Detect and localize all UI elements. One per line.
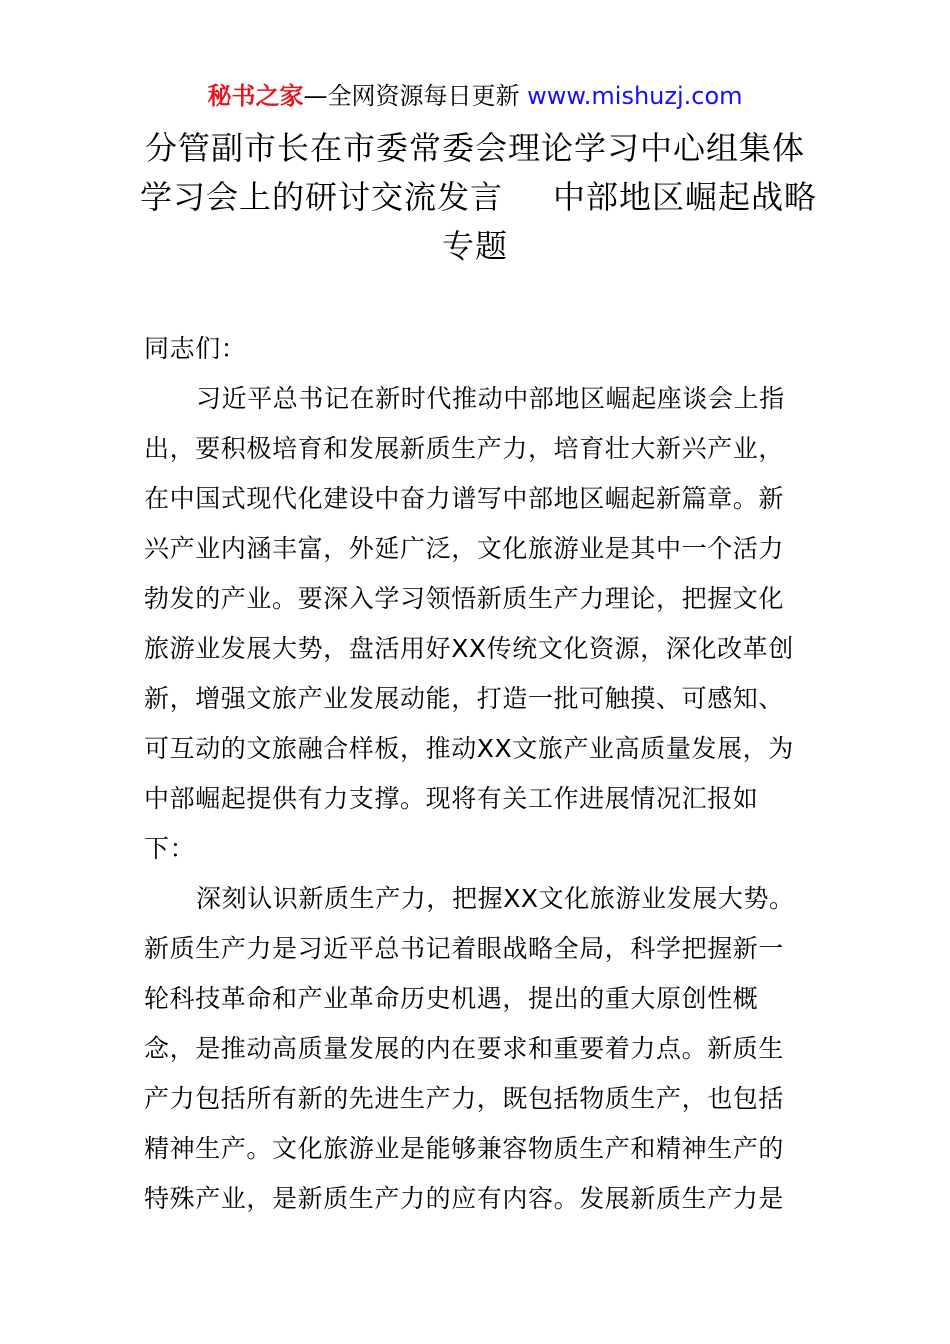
title-line-2-part-1: 学习会上的研讨交流发言 (140, 178, 504, 216)
paragraph-section-1: 深刻认识新质生产力，把握XX文化旅游业发展大势。新质生产力是习近平总书记着眼战略全局，科学把握新一轮科技革命和产业革命历史机遇，提出的重大原创性概念，是推动高质量发展的内在要求和重要着力点。新质生产力包括所有新的先进生产力，既包括物质生产，也包括精神生产。文化旅游业是能够兼容物质生产和精神生产的特殊产业，是新质生产力的应有内容。发展新质生产力是 (144, 884, 795, 1213)
title-line-2-part-2: 中部地区崛起战略 (553, 178, 818, 216)
paragraph-intro: 习近平总书记在新时代推动中部地区崛起座谈会上指出，要积极培育和发展新质生产力，培育壮大新兴产业，在中国式现代化建设中奋力谱写中部地区崛起新篇章。新兴产业内涵丰富，外延广泛，文化旅游业是其中一个活力勃发的产业。要深入学习领悟新质生产力理论，把握文化旅游业发展大势，盘活用好XX传统文化资源，深化改革创新，增强文旅产业发展动能，打造一批可触摸、可感知、可互动的文旅融合样板，推动XX文旅产业高质量发展，为中部崛起提供有力支撑。现将有关工作进展情况汇报如下： (144, 384, 794, 863)
site-url-link[interactable]: www.mishuzj.com (527, 82, 743, 110)
title-line-1: 分管副市长在市委常委会理论学习中心组集体 (144, 129, 805, 167)
title-line-2 (140, 173, 818, 222)
header-slogan: —全网资源每日更新 (303, 82, 520, 110)
title-line-3: 专题 (441, 227, 508, 265)
salutation: 同志们： (144, 334, 247, 363)
site-header (0, 80, 950, 112)
document-body (144, 324, 809, 1224)
document-title (140, 124, 818, 271)
brand-name: 秘书之家 (207, 82, 304, 110)
